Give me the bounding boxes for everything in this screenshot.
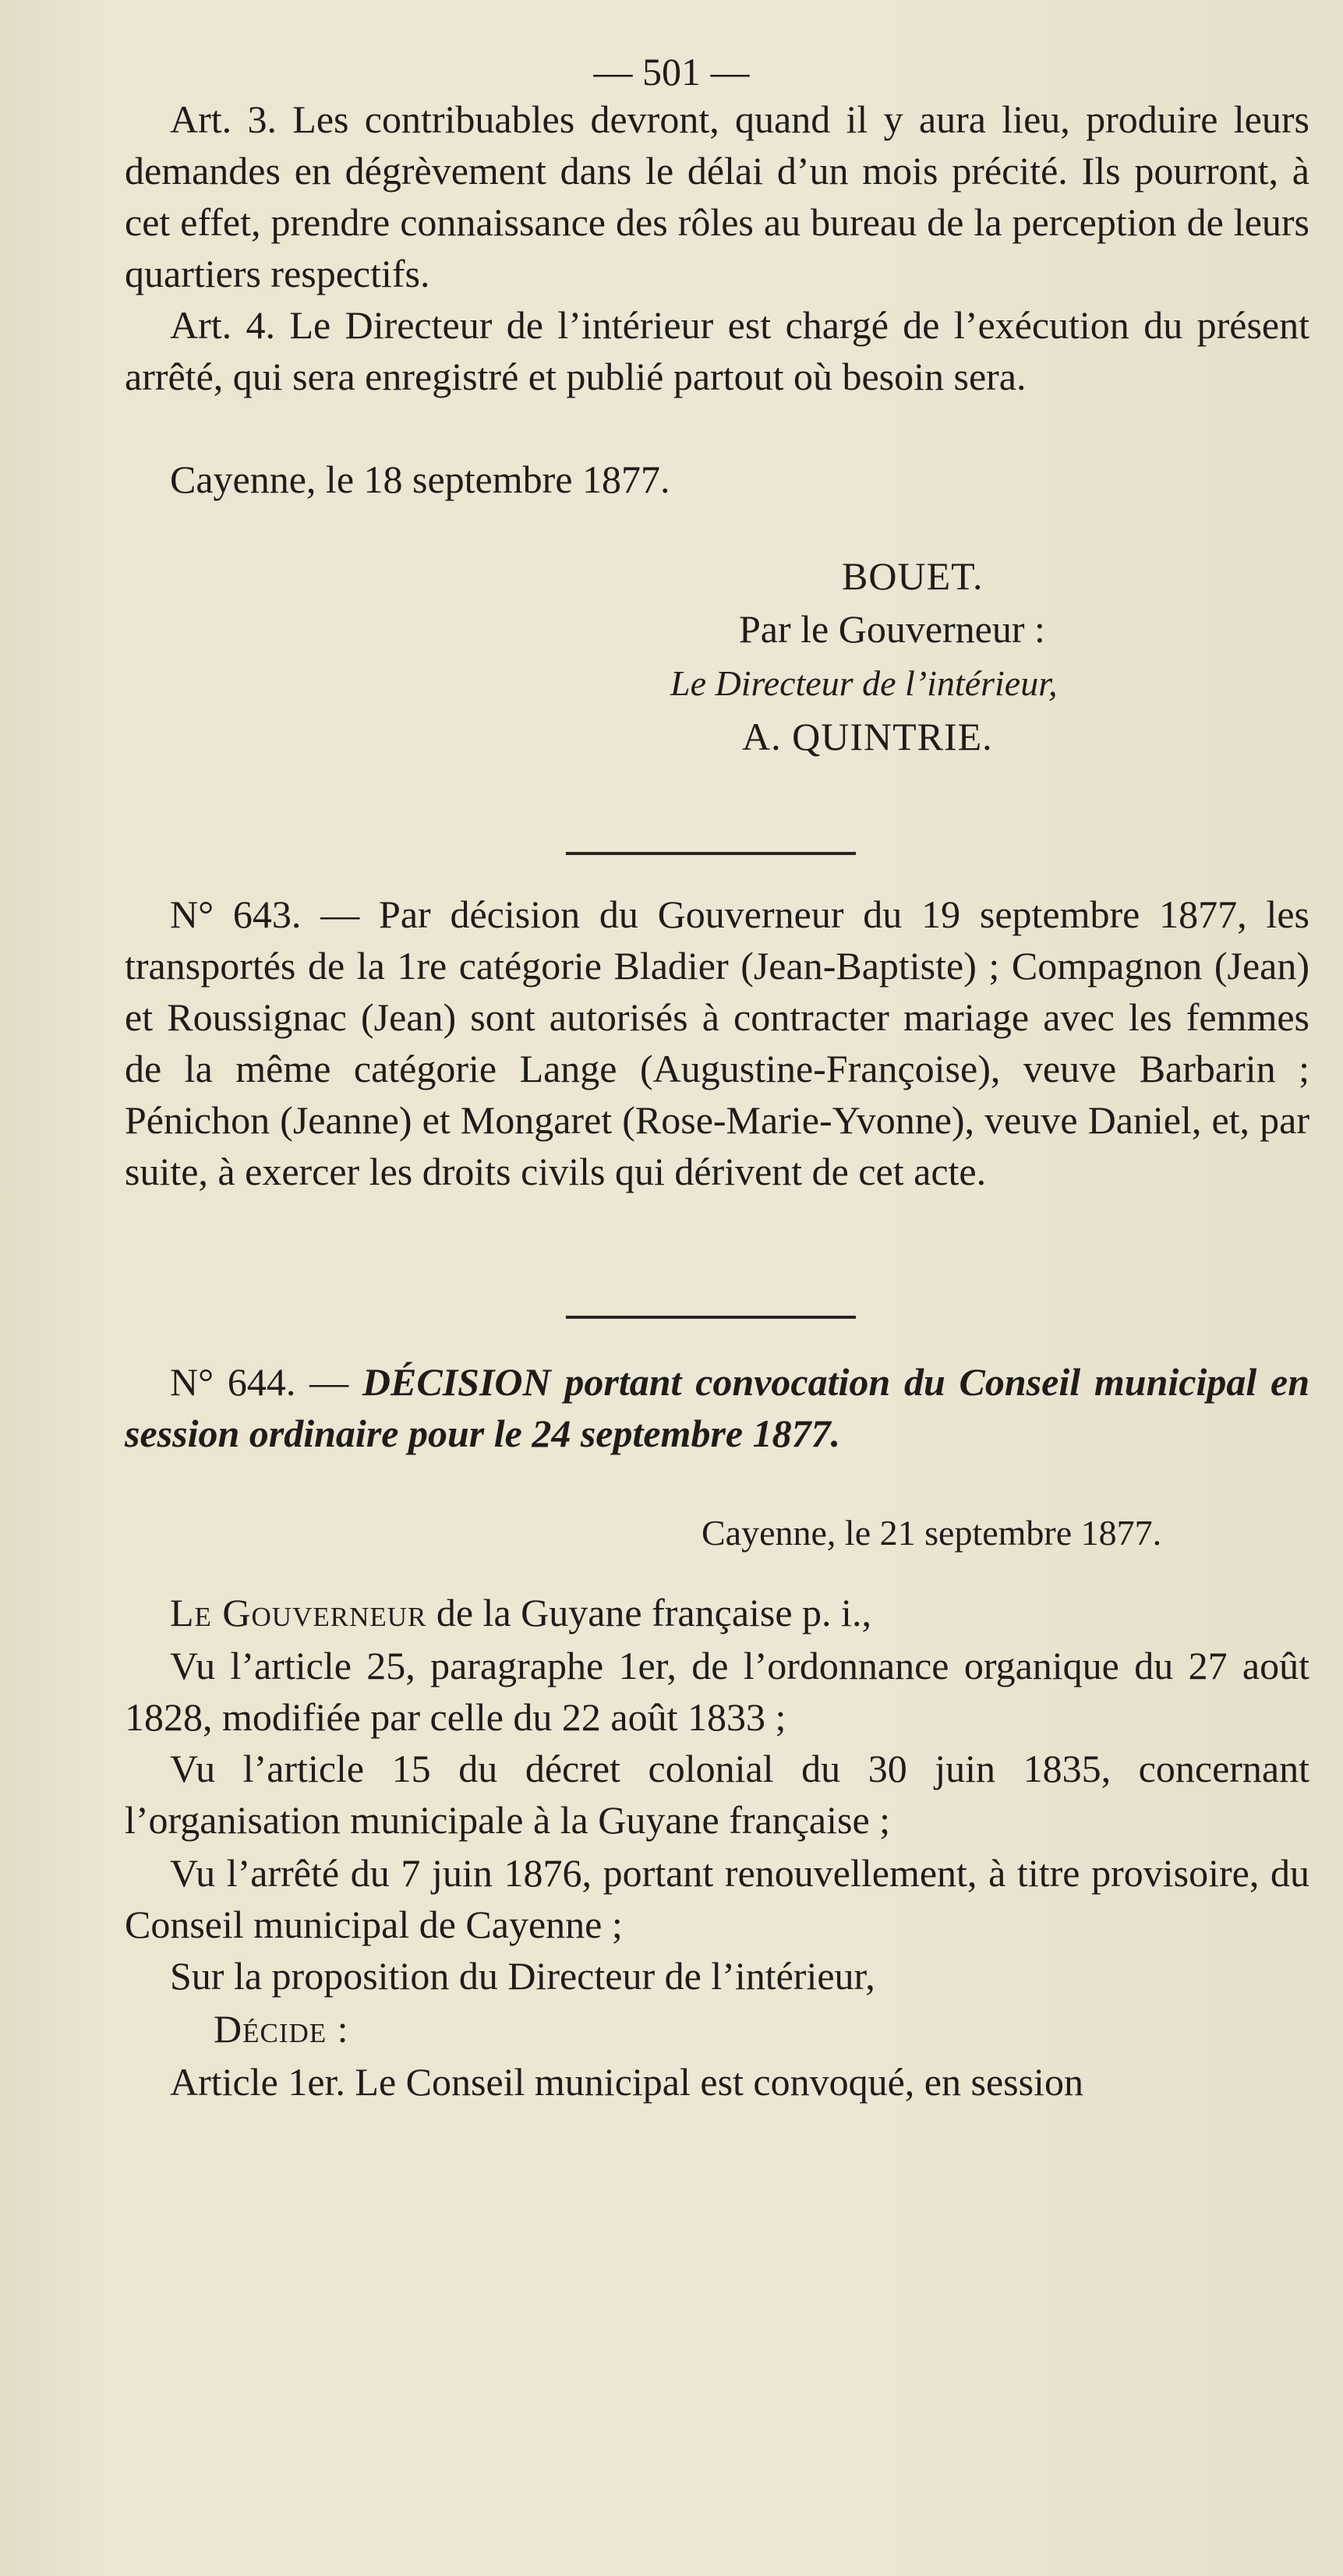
signature-quintrie: A. QUINTRIE. <box>742 715 993 758</box>
decision-643-text <box>125 889 1309 1197</box>
separator-rule-2 <box>566 1316 856 1319</box>
article-1: Article 1er. Le Conseil municipal est convoqué, en session <box>170 2060 1083 2104</box>
vu-article-25: Vu l’article 25, paragraphe 1er, de l’ordonnance organique du 27 août 1828, modifiée par celle du 22 août 1833 ; <box>125 1644 1309 1739</box>
date-line-2: Cayenne, le 21 septembre 1877. <box>702 1513 1162 1553</box>
signature-bouet: BOUET. <box>842 554 984 598</box>
directeur-title: Le Directeur de l’intérieur, <box>670 663 1058 703</box>
sur-la-proposition: Sur la proposition du Directeur de l’intérieur, <box>170 1954 875 1998</box>
decision-644-title: DÉCISION portant convocation du Conseil municipal en session ordinaire pour le 24 septembre 1877. <box>125 1360 1309 1455</box>
decision-643-body: Par décision du Gouverneur du 19 septembre 1877, les transportés de la 1re catégorie Bladier (Jean-Baptiste) ; Compagnon (Jean) et Roussignac (Jean) sont autorisés à contracter mariage avec les femmes de la même catégorie Lange (Augustine-Françoise), veuve Barbarin ; Pénichon (Jeanne) et Mongaret (Rose-Marie-Yvonne), veuve Daniel, et, par suite, à exercer les droits civils qui dérivent de cet acte. <box>125 892 1309 1193</box>
gouverneur-rest: de la Guyane française p. i., <box>426 1591 871 1634</box>
gouverneur-line <box>125 1587 1309 1638</box>
decision-643-number: N° 643. — <box>170 892 380 936</box>
decision-644-number: N° 644. — <box>170 1360 362 1404</box>
article-3: Art. 3. Les contribuables devront, quand il y aura lieu, produire leurs demandes en dégrèvement dans le délai d’un mois précité. Ils pourront, à cet effet, prendre connaissance des rôles au bureau de la perception de leurs quartiers respectifs. <box>125 97 1309 295</box>
vu-arrete-1876: Vu l’arrêté du 7 juin 1876, portant renouvellement, à titre provisoire, du Conseil municipal de Cayenne ; <box>125 1851 1309 1946</box>
gouverneur-label: Le Gouverneur <box>170 1591 427 1634</box>
separator-rule-1 <box>566 852 856 855</box>
par-le-gouverneur: Par le Gouverneur : <box>739 607 1045 651</box>
decision-644-heading <box>125 1356 1309 1459</box>
page-number: — 501 — <box>593 50 750 94</box>
vu-article-15: Vu l’article 15 du décret colonial du 30 juin 1835, concernant l’organisation municipale à la Guyane française ; <box>125 1747 1309 1842</box>
decide-label: Décide : <box>214 2007 349 2051</box>
date-line-1: Cayenne, le 18 septembre 1877. <box>170 458 670 501</box>
article-4: Art. 4. Le Directeur de l’intérieur est chargé de l’exécution du présent arrêté, qui sera enregistré et publié partout où besoin sera. <box>125 303 1309 398</box>
